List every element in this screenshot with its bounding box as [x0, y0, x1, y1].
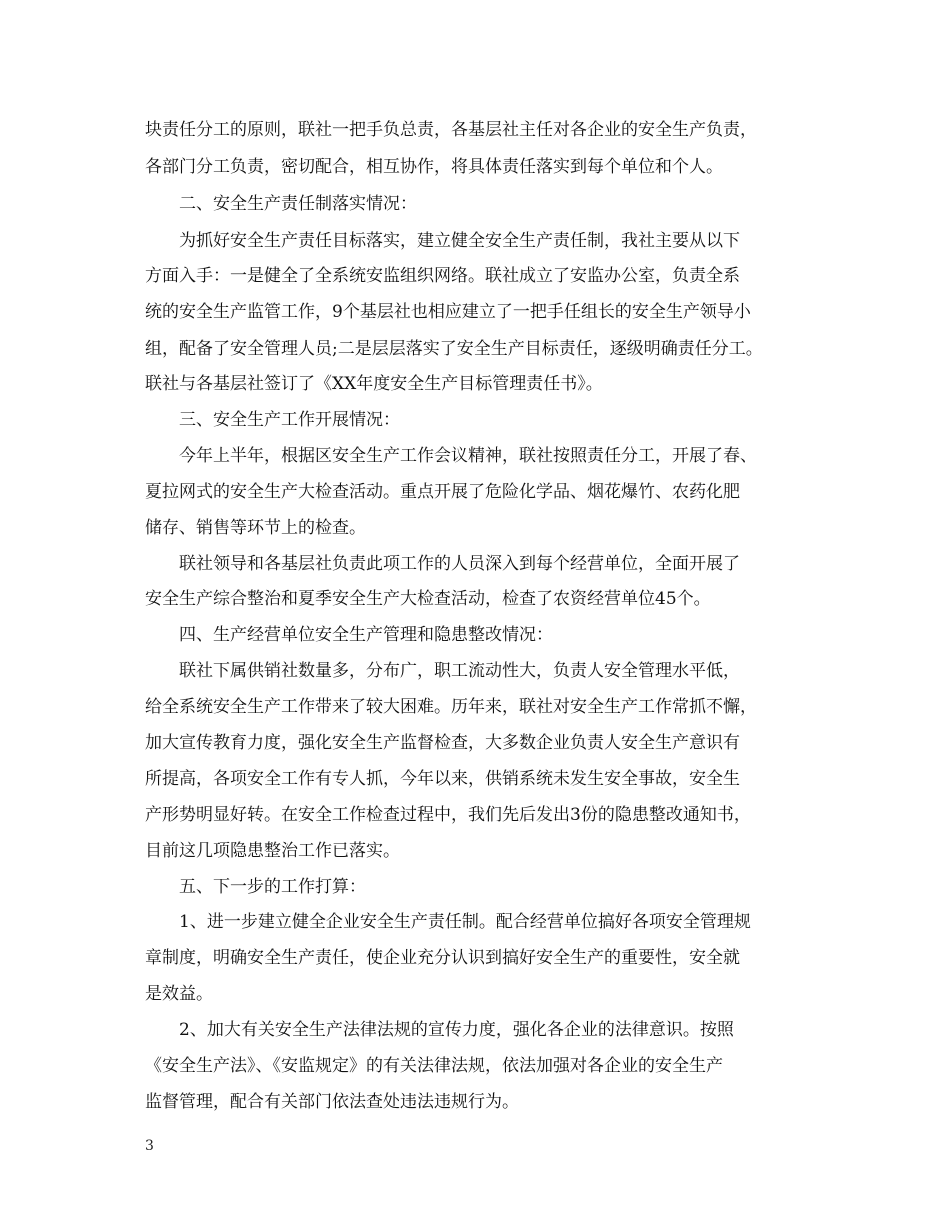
text-line: 组，配备了安全管理人员;二是层层落实了安全生产目标责任，逐级明确责任分工。: [145, 339, 763, 359]
text-line: 块责任分工的原则，联社一把手负总责，各基层社主任对各企业的安全生产负责，: [145, 120, 757, 140]
section-heading: 四、生产经营单位安全生产管理和隐患整改情况：: [179, 625, 553, 645]
text-line: 章制度，明确安全生产责任，使企业充分认识到搞好安全生产的重要性，安全就: [145, 948, 740, 968]
text-line: 联社下属供销社数量多，分布广，职工流动性大，负责人安全管理水平低，: [179, 661, 740, 681]
text-line: 所提高，各项安全工作有专人抓，今年以来，供销系统未发生安全事故，安全生: [145, 769, 740, 789]
text-line: 统的安全生产监管工作，9个基层社也相应建立了一把手任组长的安全生产领导小: [145, 302, 751, 322]
text-line: 《安全生产法》、《安监规定》的有关法律法规，依法加强对各企业的安全生产: [145, 1056, 723, 1076]
text-line: 目前这几项隐患整治工作已落实。: [145, 841, 400, 861]
text-line: 给全系统安全生产工作带来了较大困难。历年来，联社对安全生产工作常抓不懈，: [145, 697, 757, 717]
text-line: 夏拉网式的安全生产大检查活动。重点开展了危险化学品、烟花爆竹、农药化肥: [145, 482, 740, 502]
text-line: 为抓好安全生产责任目标落实，建立健全安全生产责任制，我社主要从以下: [179, 231, 740, 251]
text-line: 产形势明显好转。在安全工作检查过程中，我们先后发出3份的隐患整改通知书，: [145, 805, 751, 825]
text-line: 方面入手：一是健全了全系统安监组织网络。联社成立了安监办公室，负责全系: [145, 266, 740, 286]
section-heading: 三、安全生产工作开展情况：: [179, 410, 400, 430]
text-line: 是效益。: [145, 984, 213, 1004]
page-number: 3: [145, 1138, 154, 1154]
text-line: 安全生产综合整治和夏季安全生产大检查活动，检查了农资经营单位45个。: [145, 589, 711, 609]
section-heading: 二、安全生产责任制落实情况：: [179, 194, 417, 214]
text-line: 联社领导和各基层社负责此项工作的人员深入到每个经营单位，全面开展了: [179, 554, 740, 574]
text-line: 联社与各基层社签订了《XX年度安全生产目标管理责任书》。: [145, 374, 603, 394]
text-line: 储存、销售等环节上的检查。: [145, 518, 366, 538]
text-line: 1、进一步建立健全企业安全生产责任制。配合经营单位搞好各项安全管理规: [179, 912, 751, 932]
text-line: 加大宣传教育力度，强化安全生产监督检查，大多数企业负责人安全生产意识有: [145, 733, 740, 753]
text-line: 2、加大有关安全生产法律法规的宣传力度，强化各企业的法律意识。按照: [179, 1020, 734, 1040]
section-heading: 五、下一步的工作打算：: [179, 877, 366, 897]
text-line: 今年上半年，根据区安全生产工作会议精神，联社按照责任分工，开展了春、: [179, 446, 757, 466]
text-line: 各部门分工负责，密切配合，相互协作，将具体责任落实到每个单位和个人。: [145, 157, 723, 177]
text-line: 监督管理，配合有关部门依法查处违法违规行为。: [145, 1092, 519, 1112]
